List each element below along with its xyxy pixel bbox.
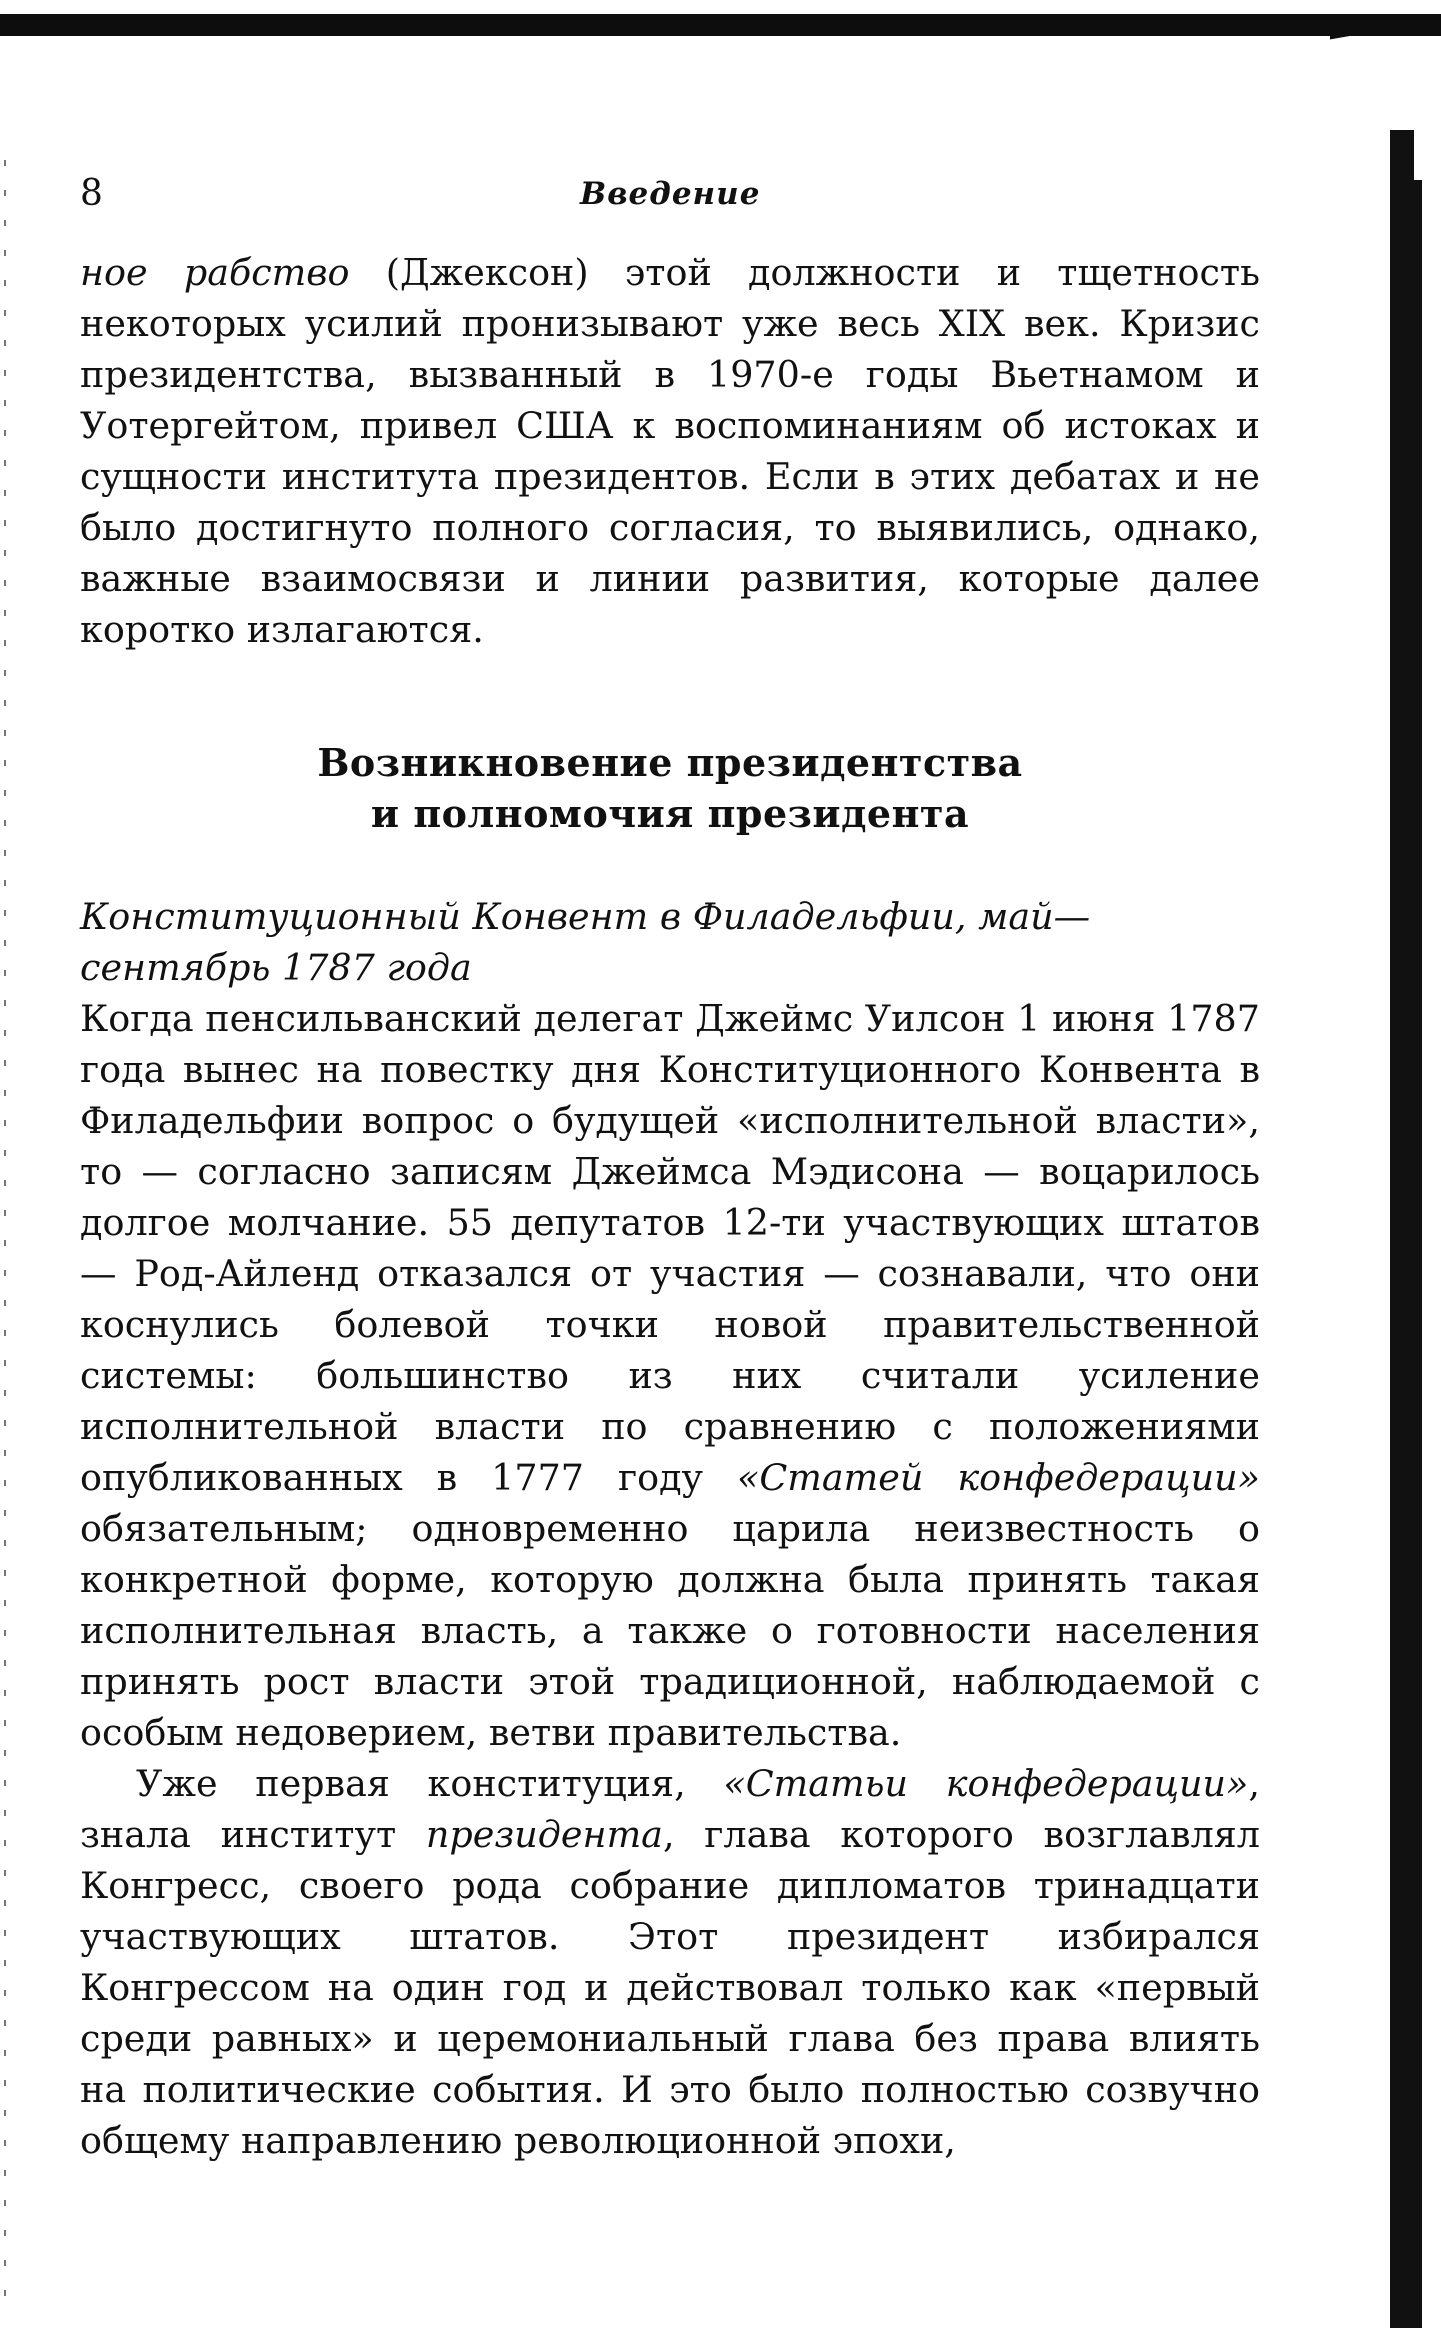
section-heading bbox=[80, 737, 1260, 839]
intro-text: (Джексон) этой должности и тщетность некоторых усилий пронизывают уже весь XIX век. Кризис президентства, вызванный в 1970-е годы Вьетнамом и Уотергейтом, привел США к воспоминаниям об истоках и сущности института президентов. Если в этих дебатах и не было достигнуто полного согласия, то выявились, однако, важные взаимосвязи и линии развития, которые далее коротко излагаются. bbox=[80, 251, 1260, 651]
paragraph-2-italic-1: «Статьи конфедерации» bbox=[723, 1762, 1249, 1805]
intro-paragraph bbox=[80, 247, 1260, 655]
subsection-heading: Конституционный Конвент в Филадельфии, май—сентябрь 1787 года bbox=[80, 895, 1091, 989]
paragraph-1-text-before: Когда пенсильванский делегат Джеймс Уилсон 1 июня 1787 года вынес на повестку дня Конституционного Конвента в Филадельфии вопрос о будущей «исполнительной власти», то — согласно записям Джеймса Мэдисона — воцарилось долгое молчание. 55 депутатов 12-ти участвующих штатов — Род-Айленд отказался от участия — сознавали, что они коснулись болевой точки новой правительственной системы: большинство из них считали усиление исполнительной власти по сравнению с положениями опубликованных в 1777 году bbox=[80, 997, 1260, 1499]
paragraph-2 bbox=[80, 1758, 1260, 2166]
paragraph-1-text-after: обязательным; одновременно царила неизвестность о конкретной форме, которую должна была принять такая исполнительная власть, а также о готовности населения принять рост власти этой традиционной, наблюдаемой с особым недоверием, ветви правительства. bbox=[80, 1507, 1260, 1754]
right-scan-edge-outer bbox=[1412, 180, 1422, 2328]
paragraph-2-text-before: Уже первая конституция, bbox=[136, 1762, 724, 1805]
left-scan-margin-marks bbox=[4, 160, 6, 2310]
page-number: 8 bbox=[80, 173, 103, 214]
running-title: Введение bbox=[580, 176, 761, 212]
paragraph-1 bbox=[80, 993, 1260, 1758]
section-heading-line1: Возникновение президентства bbox=[317, 740, 1023, 785]
paragraph-2-text-after: , глава которого возглавлял Конгресс, своего рода собрание дипломатов тринадцати участвующих штатов. Этот президент избирался Конгрессом на один год и действовал только как «первый среди равных» и церемониальный глава без права влиять на политические события. И это было полностью созвучно общему направлению революционной эпохи, bbox=[80, 1813, 1260, 2162]
top-scan-notch bbox=[1330, 14, 1420, 44]
right-scan-edge bbox=[1390, 130, 1414, 2328]
intro-italic-start: ное рабство bbox=[80, 251, 350, 294]
paragraph-2-italic-2: президента bbox=[425, 1813, 663, 1856]
top-scan-border bbox=[0, 14, 1441, 36]
page-body bbox=[80, 247, 1260, 2166]
paragraph-1-italic: «Статей конфедерации» bbox=[737, 1456, 1260, 1499]
paragraph-2-text-middle: , знала институт bbox=[80, 1762, 1260, 1856]
section-heading-line2: и полномочия президента bbox=[370, 791, 970, 836]
page-header bbox=[80, 172, 1260, 222]
